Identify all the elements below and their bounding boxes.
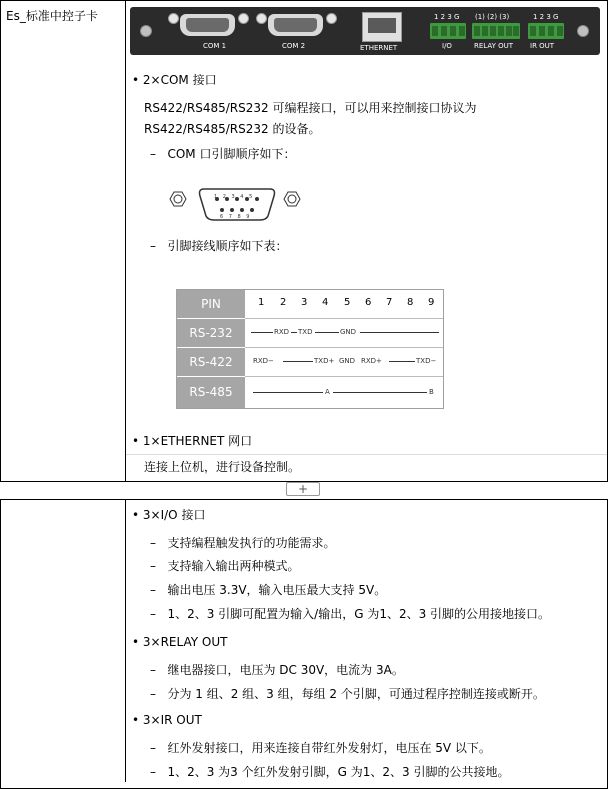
relay-out-label: RELAY OUT [474, 42, 514, 50]
pin-number: 1 [258, 297, 265, 308]
db9-right-nut-icon [284, 192, 300, 206]
db9-top-pin-numbers: 1 2 3 4 5 [214, 194, 255, 200]
ir-item: – 红外发射接口，用来连接自带红外发射灯，电压在 5V 以下。 [150, 741, 491, 755]
com-desc-line1: RS422/RS485/RS232 可编程接口，可以用来控制接口协议为 [144, 101, 477, 115]
pin-row-divider [245, 376, 443, 377]
relay-heading: • 3×RELAY OUT [132, 635, 228, 649]
ethernet-port-icon [362, 12, 402, 42]
com2-label: COM 2 [282, 42, 306, 50]
io-item: – 1、2、3 引脚可配置为输入/输出，G 为1、2、3 引脚的公用接地接口。 [150, 607, 551, 621]
pin-row-divider [245, 318, 443, 319]
pin-number: 5 [344, 297, 351, 308]
relay-title: 3×RELAY OUT [142, 635, 228, 649]
ethernet-heading: • 1×ETHERNET 网口 [132, 434, 253, 448]
pin-number: 2 [280, 297, 287, 308]
rs422-cell: TXD+ [314, 357, 335, 365]
relay-terminal-icon [472, 23, 520, 39]
rs485-cell: B [429, 388, 434, 396]
com-pin-order-item: – COM 口引脚顺序如下： [150, 147, 296, 161]
card-name: Es_标准中控子卡 [6, 9, 98, 23]
io-pins-label: 1 2 3 G [434, 13, 460, 21]
io-title: 3×I/O 接口 [142, 508, 206, 522]
pin-number: 3 [301, 297, 308, 308]
io-item: – 输出电压 3.3V，输入电压最大支持 5V。 [150, 583, 387, 597]
pin-row-divider [245, 347, 443, 348]
rs422-cell: RXD− [253, 357, 274, 365]
ethernet-label: ETHERNET [360, 44, 398, 52]
ir-heading: • 3×IR OUT [132, 713, 202, 727]
com-wiring-text: 引脚接线顺序如下表： [167, 239, 288, 253]
ir-out-label: IR OUT [530, 42, 555, 50]
relay-item: – 分为 1 组、2 组、3 组，每组 2 个引脚，可通过程序控制连接或断开。 [150, 687, 545, 701]
rs232-head-cell: RS-232 [177, 319, 245, 347]
rs422-cell: GND [339, 357, 356, 365]
rs232-cell: GND [340, 328, 357, 336]
rs422-line [283, 361, 313, 362]
rs422-head-cell: RS-422 [177, 348, 245, 376]
rs485-cell: A [325, 388, 330, 396]
rs485-line [333, 392, 427, 393]
table-1-divider [125, 0, 126, 482]
com-wiring-item: – 引脚接线顺序如下表： [150, 239, 288, 253]
rs232-line [360, 332, 439, 333]
com2-screw-right-icon [326, 13, 337, 24]
com1-screw-left-icon [168, 13, 179, 24]
io-item-text: 1、2、3 引脚可配置为输入/输出，G 为1、2、3 引脚的公用接地接口。 [167, 607, 551, 621]
com-desc-line2: RS422/RS485/RS232 的设备。 [144, 122, 321, 136]
io-item: – 支持输入输出两种模式。 [150, 559, 300, 573]
add-row-button[interactable]: + [286, 482, 320, 496]
ir-title: 3×IR OUT [142, 713, 202, 727]
pin-number: 8 [407, 297, 414, 308]
rs422-line [389, 361, 415, 362]
com1-screw-right-icon [238, 13, 249, 24]
com-heading: • 2×COM 接口 [132, 73, 217, 87]
rs422-cell: TXD− [416, 357, 437, 365]
ethernet-desc: 连接上位机，进行设备控制。 [144, 460, 301, 474]
com-pin-order-text: COM 口引脚顺序如下： [167, 147, 296, 161]
ir-item: – 1、2、3 为3 个红外发射引脚，G 为1、2、3 引脚的公共接地。 [150, 765, 510, 779]
io-item-text: 支持编程触发执行的功能需求。 [167, 536, 336, 550]
rs232-line [251, 332, 273, 333]
table-2-divider [125, 499, 126, 782]
db9-bottom-pin-numbers: 6 7 8 9 [220, 214, 252, 220]
pin-number: 4 [322, 297, 329, 308]
ethernet-separator [126, 454, 607, 455]
ir-item-text: 红外发射接口，用来连接自带红外发射灯，电压在 5V 以下。 [167, 741, 491, 755]
io-terminal-icon [430, 23, 466, 39]
relay-item-text: 分为 1 组、2 组、3 组，每组 2 个引脚，可通过程序控制连接或断开。 [167, 687, 545, 701]
rs232-line [315, 332, 339, 333]
panel-screw-left-icon [140, 25, 152, 37]
pin-number: 9 [428, 297, 435, 308]
panel-screw-right-icon [577, 25, 589, 37]
com2-port-icon [268, 14, 323, 36]
io-heading: • 3×I/O 接口 [132, 508, 206, 522]
com-title: 2×COM 接口 [142, 73, 217, 87]
io-item: – 支持编程触发执行的功能需求。 [150, 536, 336, 550]
io-item-text: 输出电压 3.3V，输入电压最大支持 5V。 [167, 583, 387, 597]
com1-label: COM 1 [203, 42, 227, 50]
ir-terminal-icon [528, 23, 564, 39]
rs232-cell: TXD [298, 328, 313, 336]
com2-screw-left-icon [256, 13, 267, 24]
pin-number: 7 [386, 297, 393, 308]
io-label: I/O [442, 42, 452, 50]
db9-left-nut-icon [170, 192, 186, 206]
rs232-cell: RXD [274, 328, 290, 336]
relay-item-text: 继电器接口，电压为 DC 30V，电流为 3A。 [167, 663, 404, 677]
pin-head-cell: PIN [177, 290, 245, 318]
rs485-line [253, 392, 323, 393]
relay-pins-label: (1) (2) (3) [475, 13, 510, 21]
ir-pins-label: 1 2 3 G [533, 13, 559, 21]
pin-number: 6 [365, 297, 372, 308]
rs232-line [291, 332, 297, 333]
com1-port-icon [180, 14, 235, 36]
rs422-cell: RXD+ [361, 357, 382, 365]
relay-item: – 继电器接口，电压为 DC 30V，电流为 3A。 [150, 663, 404, 677]
io-item-text: 支持输入输出两种模式。 [167, 559, 300, 573]
ir-item-text: 1、2、3 为3 个红外发射引脚，G 为1、2、3 引脚的公共接地。 [167, 765, 510, 779]
rs485-head-cell: RS-485 [177, 377, 245, 408]
pin-wiring-table [176, 289, 444, 409]
card-panel-image [130, 7, 600, 55]
ethernet-title: 1×ETHERNET 网口 [142, 434, 253, 448]
